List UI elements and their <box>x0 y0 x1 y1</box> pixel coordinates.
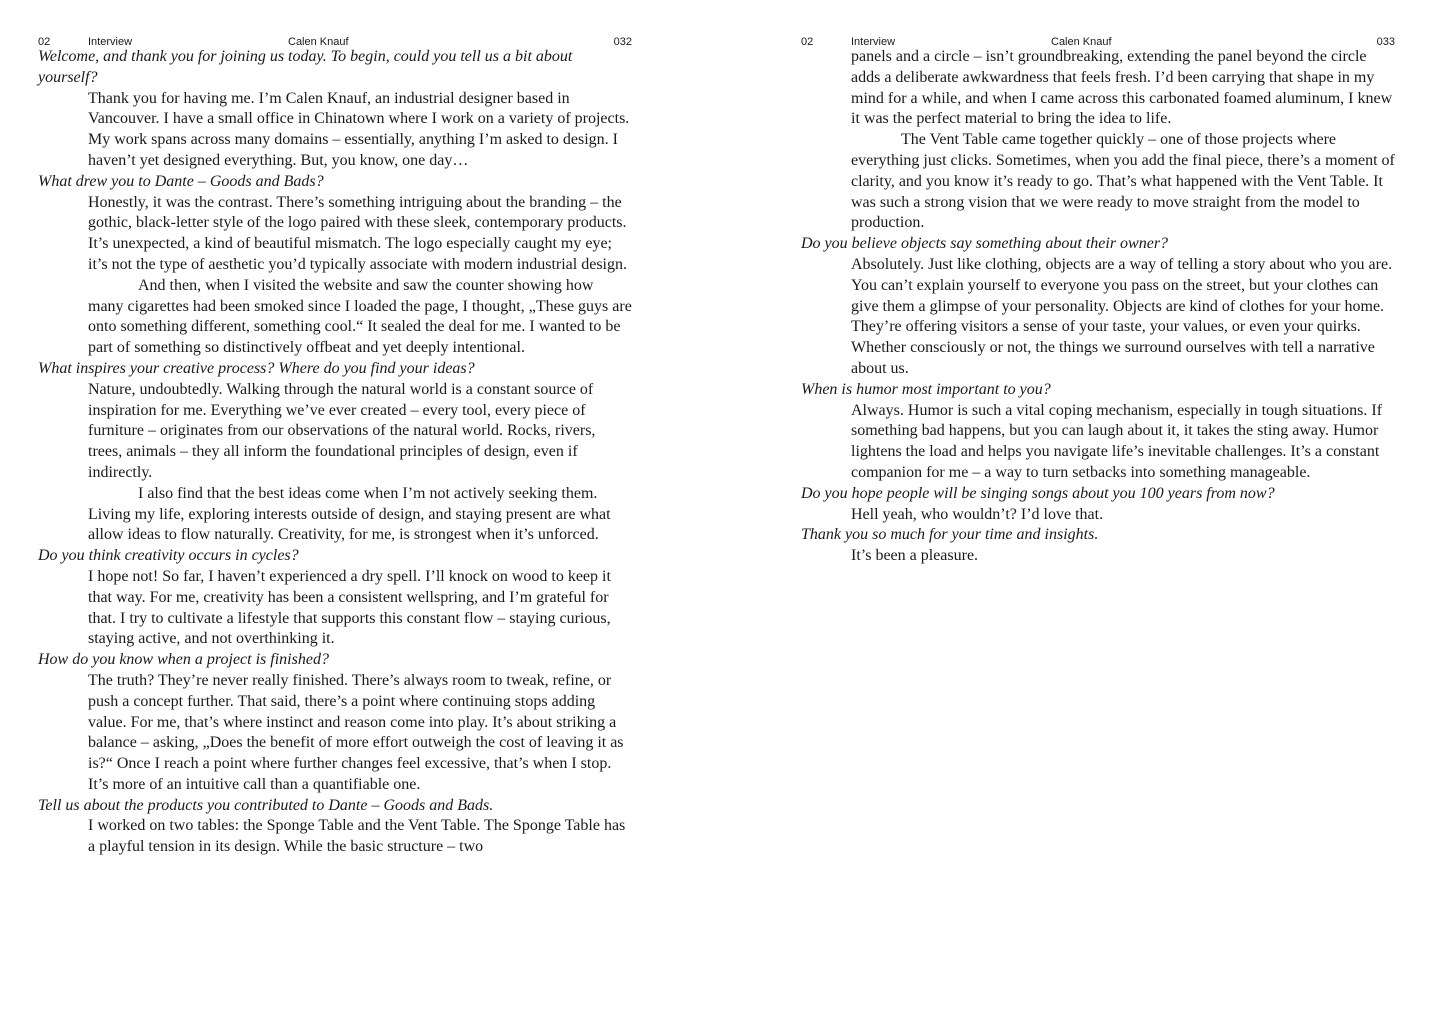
chapter-number: 02 <box>801 36 814 48</box>
question: Do you believe objects say something about their owner? <box>801 235 1169 253</box>
right-page-body <box>801 47 1395 567</box>
answer: I worked on two tables: the Sponge Table and the Vent Table. The Sponge Table has a playful tension in its design. While the basic structure – two <box>88 817 626 856</box>
answer-paragraph: The Vent Table came together quickly – one of those projects where everything just clicks. Sometimes, when you add the final piece, there’s a moment of clarity, and you know it’s ready to go. That’s what happened with the Vent Table. It was such a strong vision that we were ready to move straight from the model to production. <box>851 131 1395 232</box>
answer: It’s been a pleasure. <box>851 547 979 565</box>
question: What drew you to Dante – Goods and Bads? <box>38 172 324 190</box>
interviewee-name: Calen Knauf <box>288 36 349 48</box>
question: Do you hope people will be singing songs about you 100 years from now? <box>801 484 1275 502</box>
answer-paragraph: And then, when I visited the website and saw the counter showing how many cigarettes had been smoked since I loaded the page, I thought, „These guys are onto something different, something cool.“ It sealed the deal for me. I wanted to be part of something so distinctively offbeat and yet deeply intentional. <box>88 276 632 357</box>
left-page <box>38 0 638 1021</box>
chapter-number: 02 <box>38 36 51 48</box>
left-page-body <box>38 47 632 858</box>
answer: Thank you for having me. I’m Calen Knauf, an industrial designer based in Vancouver. I have a small office in Chinatown where I work on a variety of projects. My work spans across many domains – essentially, anything I’m asked to design. I haven’t yet designed everything. But, you know, one day… <box>88 89 630 169</box>
answer: Absolutely. Just like clothing, objects are a way of telling a story about who you are. You can’t explain yourself to everyone you pass on the street, but your clothes can give them a glimpse of your personality. Objects are kind of clothes for your home. They’re offering visitors a sense of your taste, your values, or even your quirks. Whether consciously or not, the things we surround ourselves with tell a narrative about us. <box>851 255 1393 377</box>
interviewee-name: Calen Knauf <box>1051 36 1112 48</box>
section-label: Interview <box>851 36 896 48</box>
answer: Honestly, it was the contrast. There’s something intriguing about the branding – the gothic, black-letter style of the logo paired with these sleek, contemporary products. It’s unexpected, a kind of beautiful mismatch. The logo especially caught my eye; it’s not the type of aesthetic you’d typically associate with modern industrial design. <box>88 193 627 273</box>
question: Thank you so much for your time and insights. <box>801 526 1099 544</box>
section-label: Interview <box>88 36 133 48</box>
answer: The truth? They’re never really finished. There’s always room to tweak, refine, or push a concept further. That said, there’s a point where continuing stops adding value. For me, that’s where instinct and reason come into play. It’s about striking a balance – asking, „Does the benefit of more effort outweigh the cost of leaving it as is?“ Once I reach a point where further changes feel excessive, that’s when I stop. It’s more of an intuitive call than a quantifiable one. <box>88 671 624 793</box>
question: When is humor most important to you? <box>801 380 1051 398</box>
answer-paragraph: I also find that the best ideas come when I’m not actively seeking them. Living my life, exploring interests outside of design, and staying present are what allow ideas to flow naturally. Creativity, for me, is strongest when it’s unforced. <box>88 484 611 544</box>
answer: Always. Humor is such a vital coping mechanism, especially in tough situations. If something bad happens, but you can laugh about it, it takes the sting away. Humor lightens the load and helps you navigate life’s inevitable challenges. It’s a constant companion for me – a way to turn setbacks into something manageable. <box>851 401 1383 481</box>
page-number: 033 <box>1376 36 1395 48</box>
question: Do you think creativity occurs in cycles? <box>38 547 299 565</box>
question: What inspires your creative process? Where do you find your ideas? <box>38 359 475 377</box>
right-page <box>801 0 1401 1021</box>
answer: Nature, undoubtedly. Walking through the natural world is a constant source of inspiration for me. Everything we’ve ever created – every tool, every piece of furniture – originates from our observations of the natural world. Rocks, rivers, trees, animals – they all inform the foundational principles of design, even if indirectly. <box>88 380 596 481</box>
question: Tell us about the products you contributed to Dante – Goods and Bads. <box>38 796 494 814</box>
answer-continued: panels and a circle – isn’t groundbreaking, extending the panel beyond the circle adds a deliberate awkwardness that feels fresh. I’d been carrying that shape in my mind for a while, and when I came across this carbonated foamed aluminum, I knew it was the perfect material to bring the idea to life. <box>851 48 1393 128</box>
answer: I hope not! So far, I haven’t experienced a dry spell. I’ll knock on wood to keep it that way. For me, creativity has been a consistent wellspring, and I’m grateful for that. I try to cultivate a lifestyle that supports this constant flow – staying curious, staying active, and not overthinking it. <box>88 567 611 648</box>
page-number: 032 <box>613 36 632 48</box>
answer: Hell yeah, who wouldn’t? I’d love that. <box>851 505 1104 523</box>
question: How do you know when a project is finished? <box>38 651 329 669</box>
question: Welcome, and thank you for joining us today. To begin, could you tell us a bit about yourself? <box>38 48 573 86</box>
